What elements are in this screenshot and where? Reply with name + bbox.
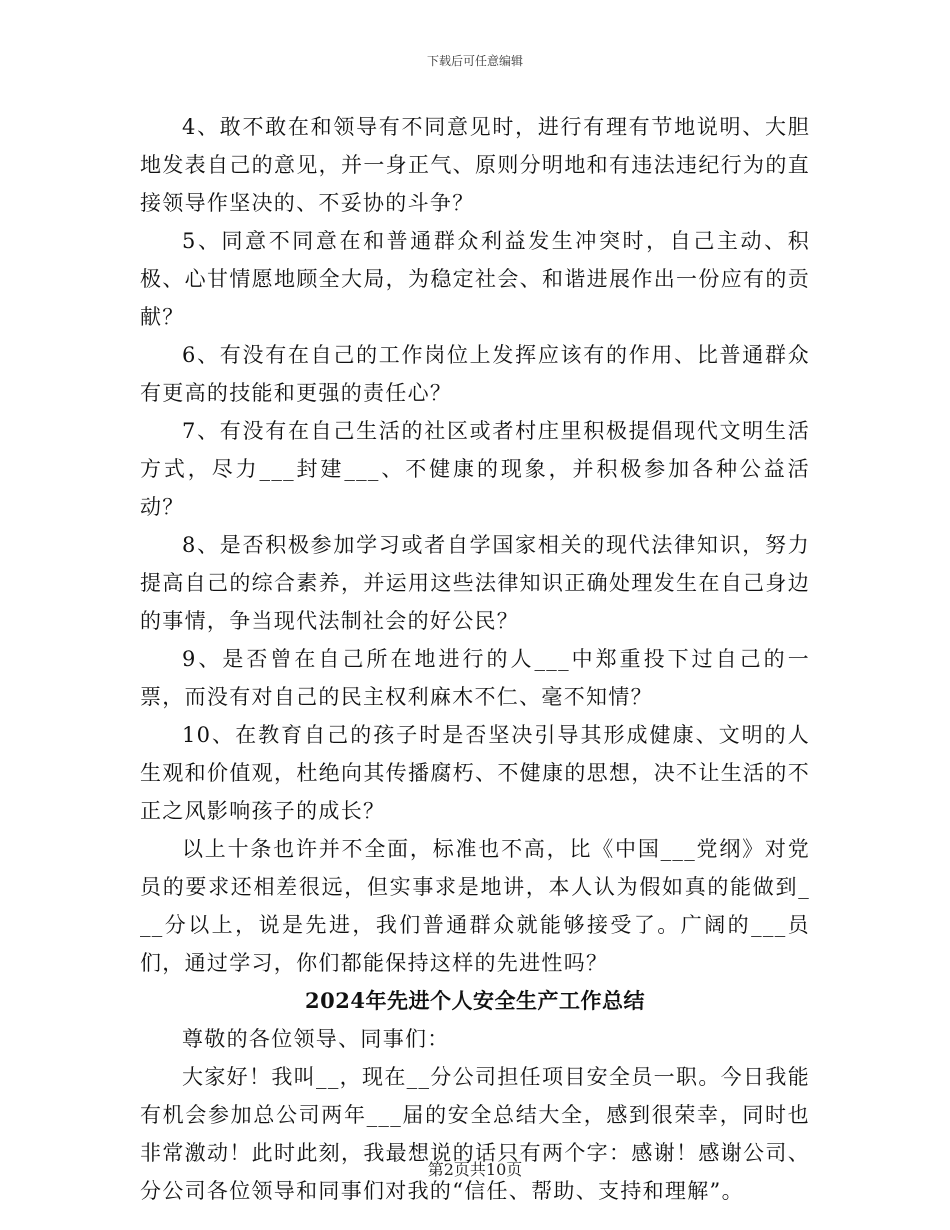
section-title: 2024年先进个人安全生产工作总结 [305, 988, 645, 1013]
page-footer: 第2页共10页 [427, 1160, 523, 1179]
paragraph-item-8: 8、是否积极参加学习或者自学国家相关的现代法律知识，努力提高自己的综合素养，并运用这些法律知识正确处理发生在自己身边的事情，争当现代法制社会的好公民？ [140, 533, 810, 633]
paragraph-conclusion: 以上十条也许并不全面，标准也不高，比《中国___党纲》对党员的要求还相差很远，但实事求是地讲，本人认为假如真的能做到___分以上，说是先进，我们普通群众就能够接受了。广阔的___员们，通过学习，你们都能保持这样的先进性吗？ [140, 837, 810, 975]
paragraph-item-7: 7、有没有在自己生活的社区或者村庄里积极提倡现代文明生活方式，尽力___封建___、不健康的现象，并积极参加各种公益活动？ [140, 419, 810, 519]
paragraph-salutation: 尊敬的各位领导、同事们： [182, 1027, 450, 1051]
paragraph-intro: 大家好！我叫__，现在__分公司担任项目安全员一职。今日我能有机会参加总公司两年___届的安全总结大全，感到很荣幸，同时也非常激动！此时此刻，我最想说的话只有两个字：感谢！感谢公司、分公司各位领导和同事们对我的“信任、帮助、支持和理解”。 [140, 1065, 810, 1203]
page-header: 下载后可任意编辑 [426, 54, 523, 68]
paragraph-item-10: 10、在教育自己的孩子时是否坚决引导其形成健康、文明的人生观和价值观，杜绝向其传播腐朽、不健康的思想，决不让生活的不正之风影响孩子的成长？ [140, 723, 810, 823]
document-body [140, 108, 810, 1210]
paragraph-item-9: 9、是否曾在自己所在地进行的人___中郑重投下过自己的一票，而没有对自己的民主权利麻木不仁、毫不知情？ [140, 647, 810, 709]
paragraph-item-6: 6、有没有在自己的工作岗位上发挥应该有的作用、比普通群众有更高的技能和更强的责任心？ [140, 343, 810, 405]
paragraph-item-5: 5、同意不同意在和普通群众利益发生冲突时，自己主动、积极、心甘情愿地顾全大局，为稳定社会、和谐进展作出一份应有的贡献？ [140, 229, 810, 329]
paragraph-item-4: 4、敢不敢在和领导有不同意见时，进行有理有节地说明、大胆地发表自己的意见，并一身正气、原则分明地和有违法违纪行为的直接领导作坚决的、不妥协的斗争？ [140, 115, 810, 215]
